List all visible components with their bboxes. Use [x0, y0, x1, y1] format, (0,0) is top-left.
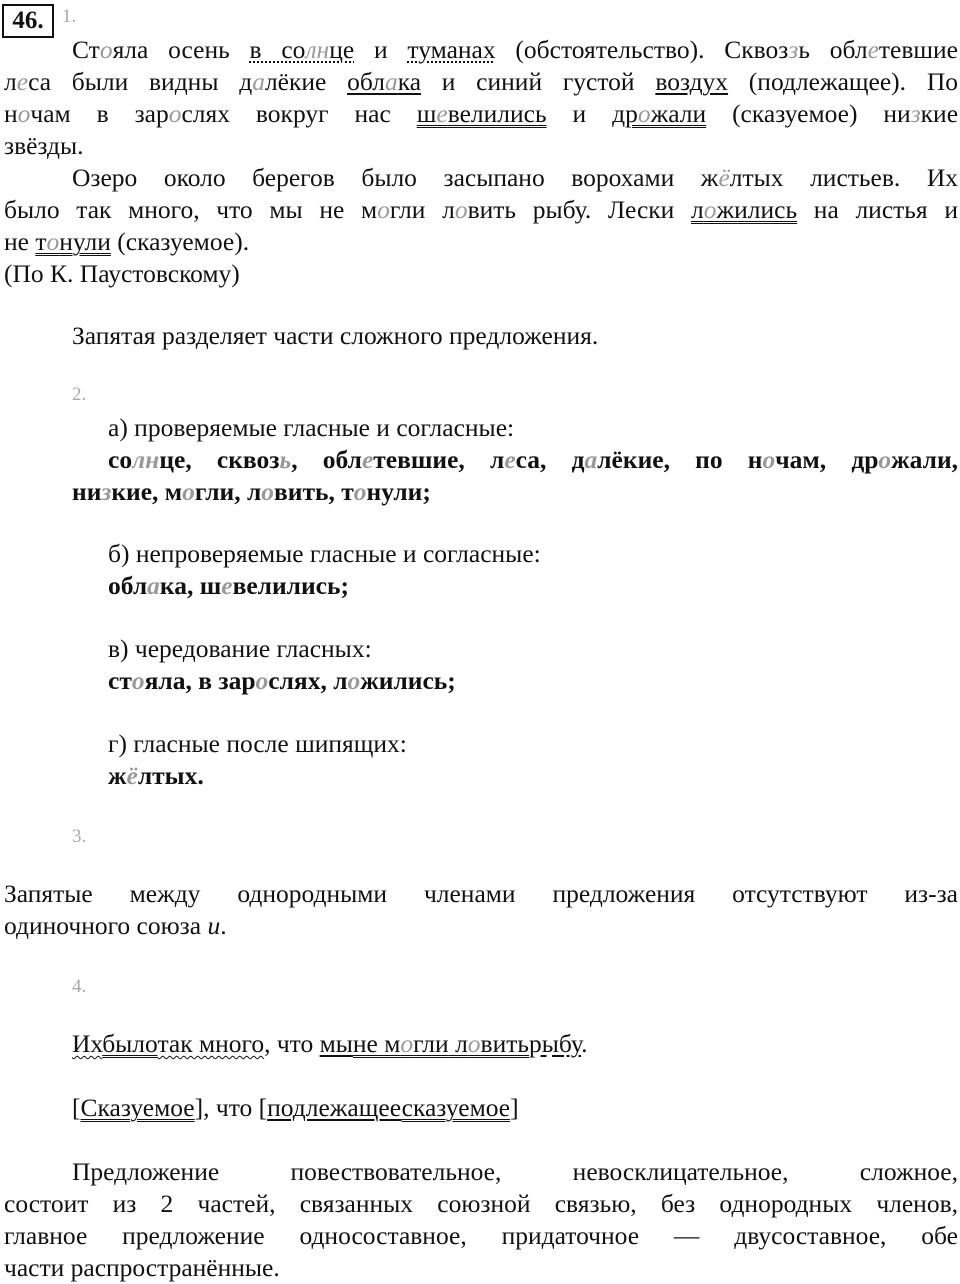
text-line: не тонули (сказуемое). [4, 227, 250, 256]
category-b-label: б) непроверяемые гласные и согласные: [108, 539, 541, 568]
text-line: звёзды. [4, 131, 84, 160]
text-line: главное предложение односоставное, придаточное — двусоставное, обе [4, 1221, 958, 1250]
category-d-words: жёлтых. [108, 761, 204, 790]
parsed-sentence: Ихбылотак много, что мыне могли ловитьрыбу. [72, 1029, 588, 1058]
category-b-words: облака, шевелились; [108, 571, 349, 600]
source-attribution: (По К. Паустовскому) [4, 259, 240, 288]
category-c-label: в) чередование гласных: [108, 634, 372, 663]
text-line: леса были видны далёкие облака и синий густой воздух (подлежащее). По [4, 67, 958, 96]
category-d-label: г) гласные после шипящих: [108, 729, 407, 758]
section-number-4: 4. [72, 976, 87, 997]
text-line: Запятые между однородными членами предложения отсутствуют из-за [4, 879, 958, 908]
category-a-label: а) проверяемые гласные и согласные: [108, 413, 515, 442]
text-line: Предложение повествовательное, невосклицательное, сложное, [72, 1157, 958, 1186]
text-line: состоит из 2 частей, связанных союзной связью, без однородных членов, [4, 1189, 958, 1218]
task-number: 46. [2, 4, 54, 38]
text-line: Озеро около берегов было засыпано ворохами жёлтых листьев. Их [72, 163, 958, 192]
section-number-1: 1. [62, 6, 77, 27]
category-a-words: низкие, могли, ловить, тонули; [72, 477, 431, 506]
section-number-2: 2. [72, 384, 87, 405]
text-line: ночам в зарослях вокруг нас шевелились и дрожали (сказуемое) низкие [4, 99, 959, 128]
sentence-scheme: [Сказуемое], что [подлежащеесказуемое] [72, 1093, 519, 1122]
text-line: было так много, что мы не могли ловить рыбу. Лески ложились на листья и [4, 195, 958, 224]
category-a-words: солнце, сквозь, облетевшие, леса, далёкие, по ночам, дрожали, [108, 445, 959, 474]
text-line: Стояла осень в солнце и туманах (обстоятельство). Сквоззь облетевшие [72, 35, 958, 64]
category-c-words: стояла, в зарослях, ложились; [108, 666, 456, 695]
comma-note: Запятая разделяет части сложного предложения. [72, 321, 599, 350]
text-line: части распространённые. [4, 1253, 280, 1282]
section-number-3: 3. [72, 826, 87, 847]
text-line: одиночного союза и. [4, 911, 227, 940]
